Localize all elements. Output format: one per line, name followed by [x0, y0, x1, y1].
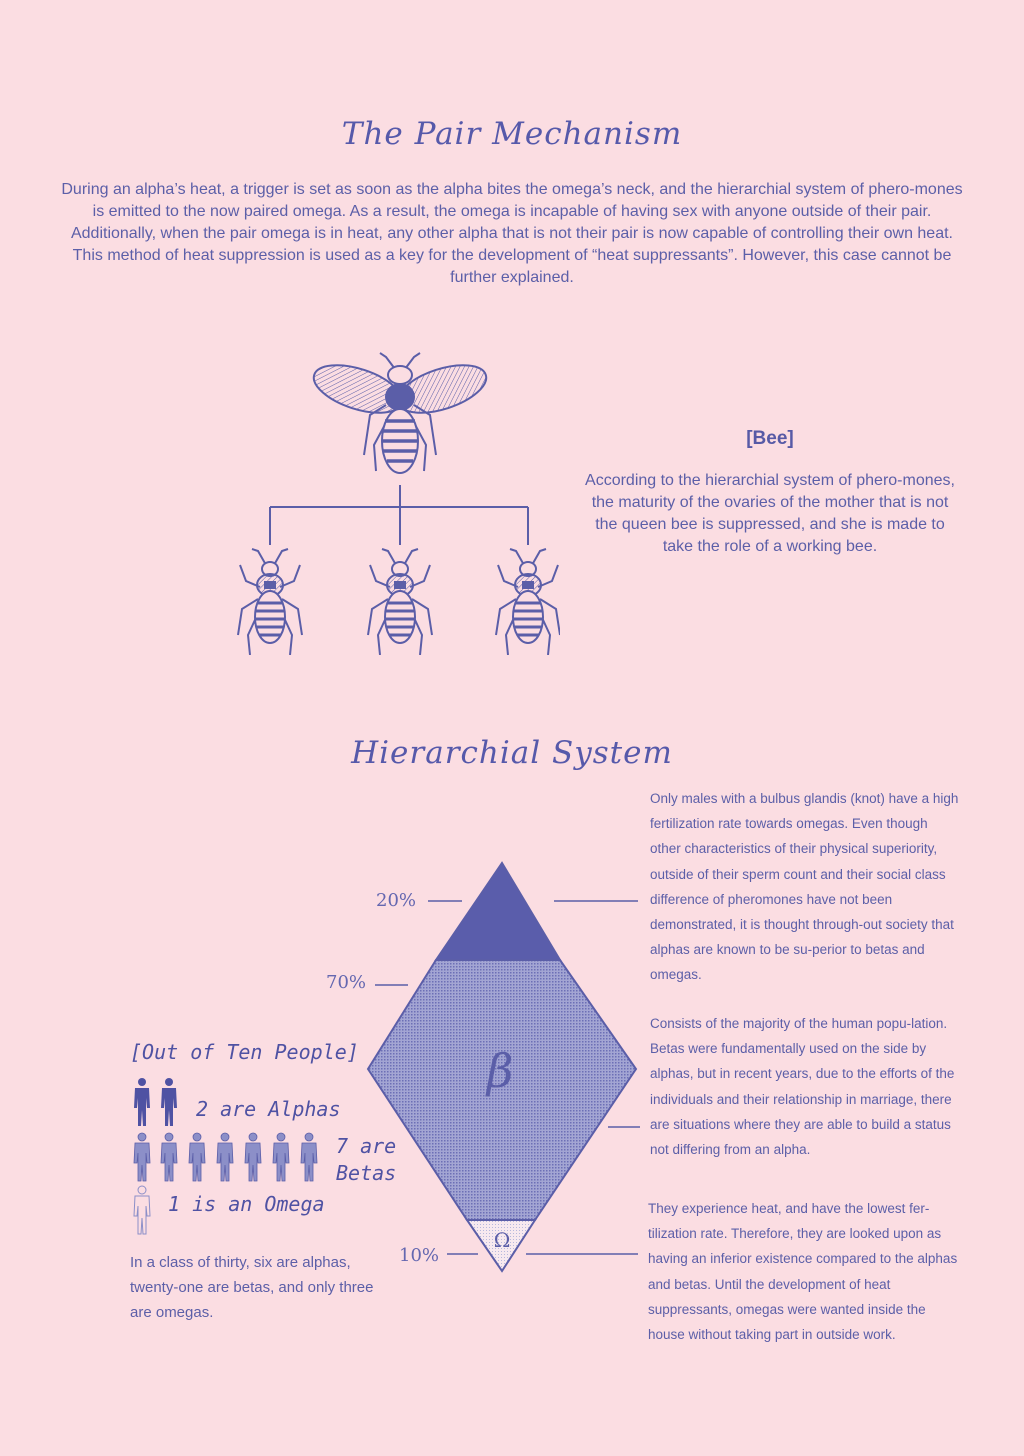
omega-symbol: Ω: [493, 1228, 511, 1252]
omega-note: They experience heat, and have the lowest fer-tilization rate. Therefore, they are looked upon as having an inferior existence compared to the alphas and betas. Until the development of heat suppressants, omegas were wanted inside the house without taking part in outside work.: [648, 1201, 958, 1343]
worker-bee-icon: [368, 549, 432, 655]
worker-bee-icon: [496, 549, 560, 655]
bee-hierarchy-diagram: [230, 345, 560, 655]
pair-mechanism-title: The Pair Mechanism: [341, 116, 683, 152]
class-summary: In a class of thirty, six are alphas, twenty-one are betas, and only three are omegas.: [130, 1254, 374, 1321]
alpha-people-icons: [134, 1078, 177, 1126]
beta-percentage: 70%: [326, 972, 367, 993]
queen-bee-icon: [308, 353, 492, 473]
alpha-percentage: 20%: [376, 890, 417, 911]
beta-people-icons: [134, 1133, 317, 1181]
ten-people-heading: [Out of Ten People]: [130, 1040, 359, 1064]
beta-symbol: β: [486, 1044, 514, 1098]
pair-mechanism-text: During an alpha’s heat, a trigger is set as soon as the alpha bites the omega’s neck, and the hierarchial system of phero-mones is emitted to the now paired omega. As a result, the omega is incapable of having sex with anyone outside of their pair. Additionally, when the pair omega is in heat, any other alpha that is not their pair is now capable of controlling their own heat. This method of heat suppression is used as a key for the development of “heat suppressants”. However, this case cannot be further explained.: [61, 181, 963, 286]
bee-label: [Bee]: [746, 428, 794, 449]
bee-description: According to the hierarchial system of phero-mones, the maturity of the ovaries of the mother that is not the queen bee is suppressed, and she is made to take the role of a working bee.: [585, 472, 955, 555]
worker-bee-icon: [238, 549, 302, 655]
omega-percentage: 10%: [399, 1245, 440, 1266]
omega-person-icon: [134, 1186, 150, 1234]
betas-label-line2: Betas: [336, 1161, 397, 1185]
alphas-label: 2 are Alphas: [196, 1097, 341, 1121]
betas-label-line1: 7 are: [336, 1134, 397, 1158]
hierarchial-system-title: Hierarchial System: [351, 735, 673, 771]
hierarchy-connectors: [270, 485, 528, 545]
leader-lines: [370, 890, 650, 1270]
beta-note: Consists of the majority of the human popu-lation. Betas were fundamentally used on the side by alphas, but in recent years, due to the efforts of the individuals and their relationship in marriage, there are situations where they are able to build a status not differing from an alpha.: [650, 1016, 955, 1158]
alpha-note: Only males with a bulbus glandis (knot) have a high fertilization rate towards omegas. Even though other characteristics of their physical superiority, outside of their sperm count and their social class difference of pheromones have not been demonstrated, it is thought through-out society that alphas are known to be su-perior to betas and omegas.: [650, 791, 959, 983]
omega-label: 1 is an Omega: [168, 1192, 325, 1216]
